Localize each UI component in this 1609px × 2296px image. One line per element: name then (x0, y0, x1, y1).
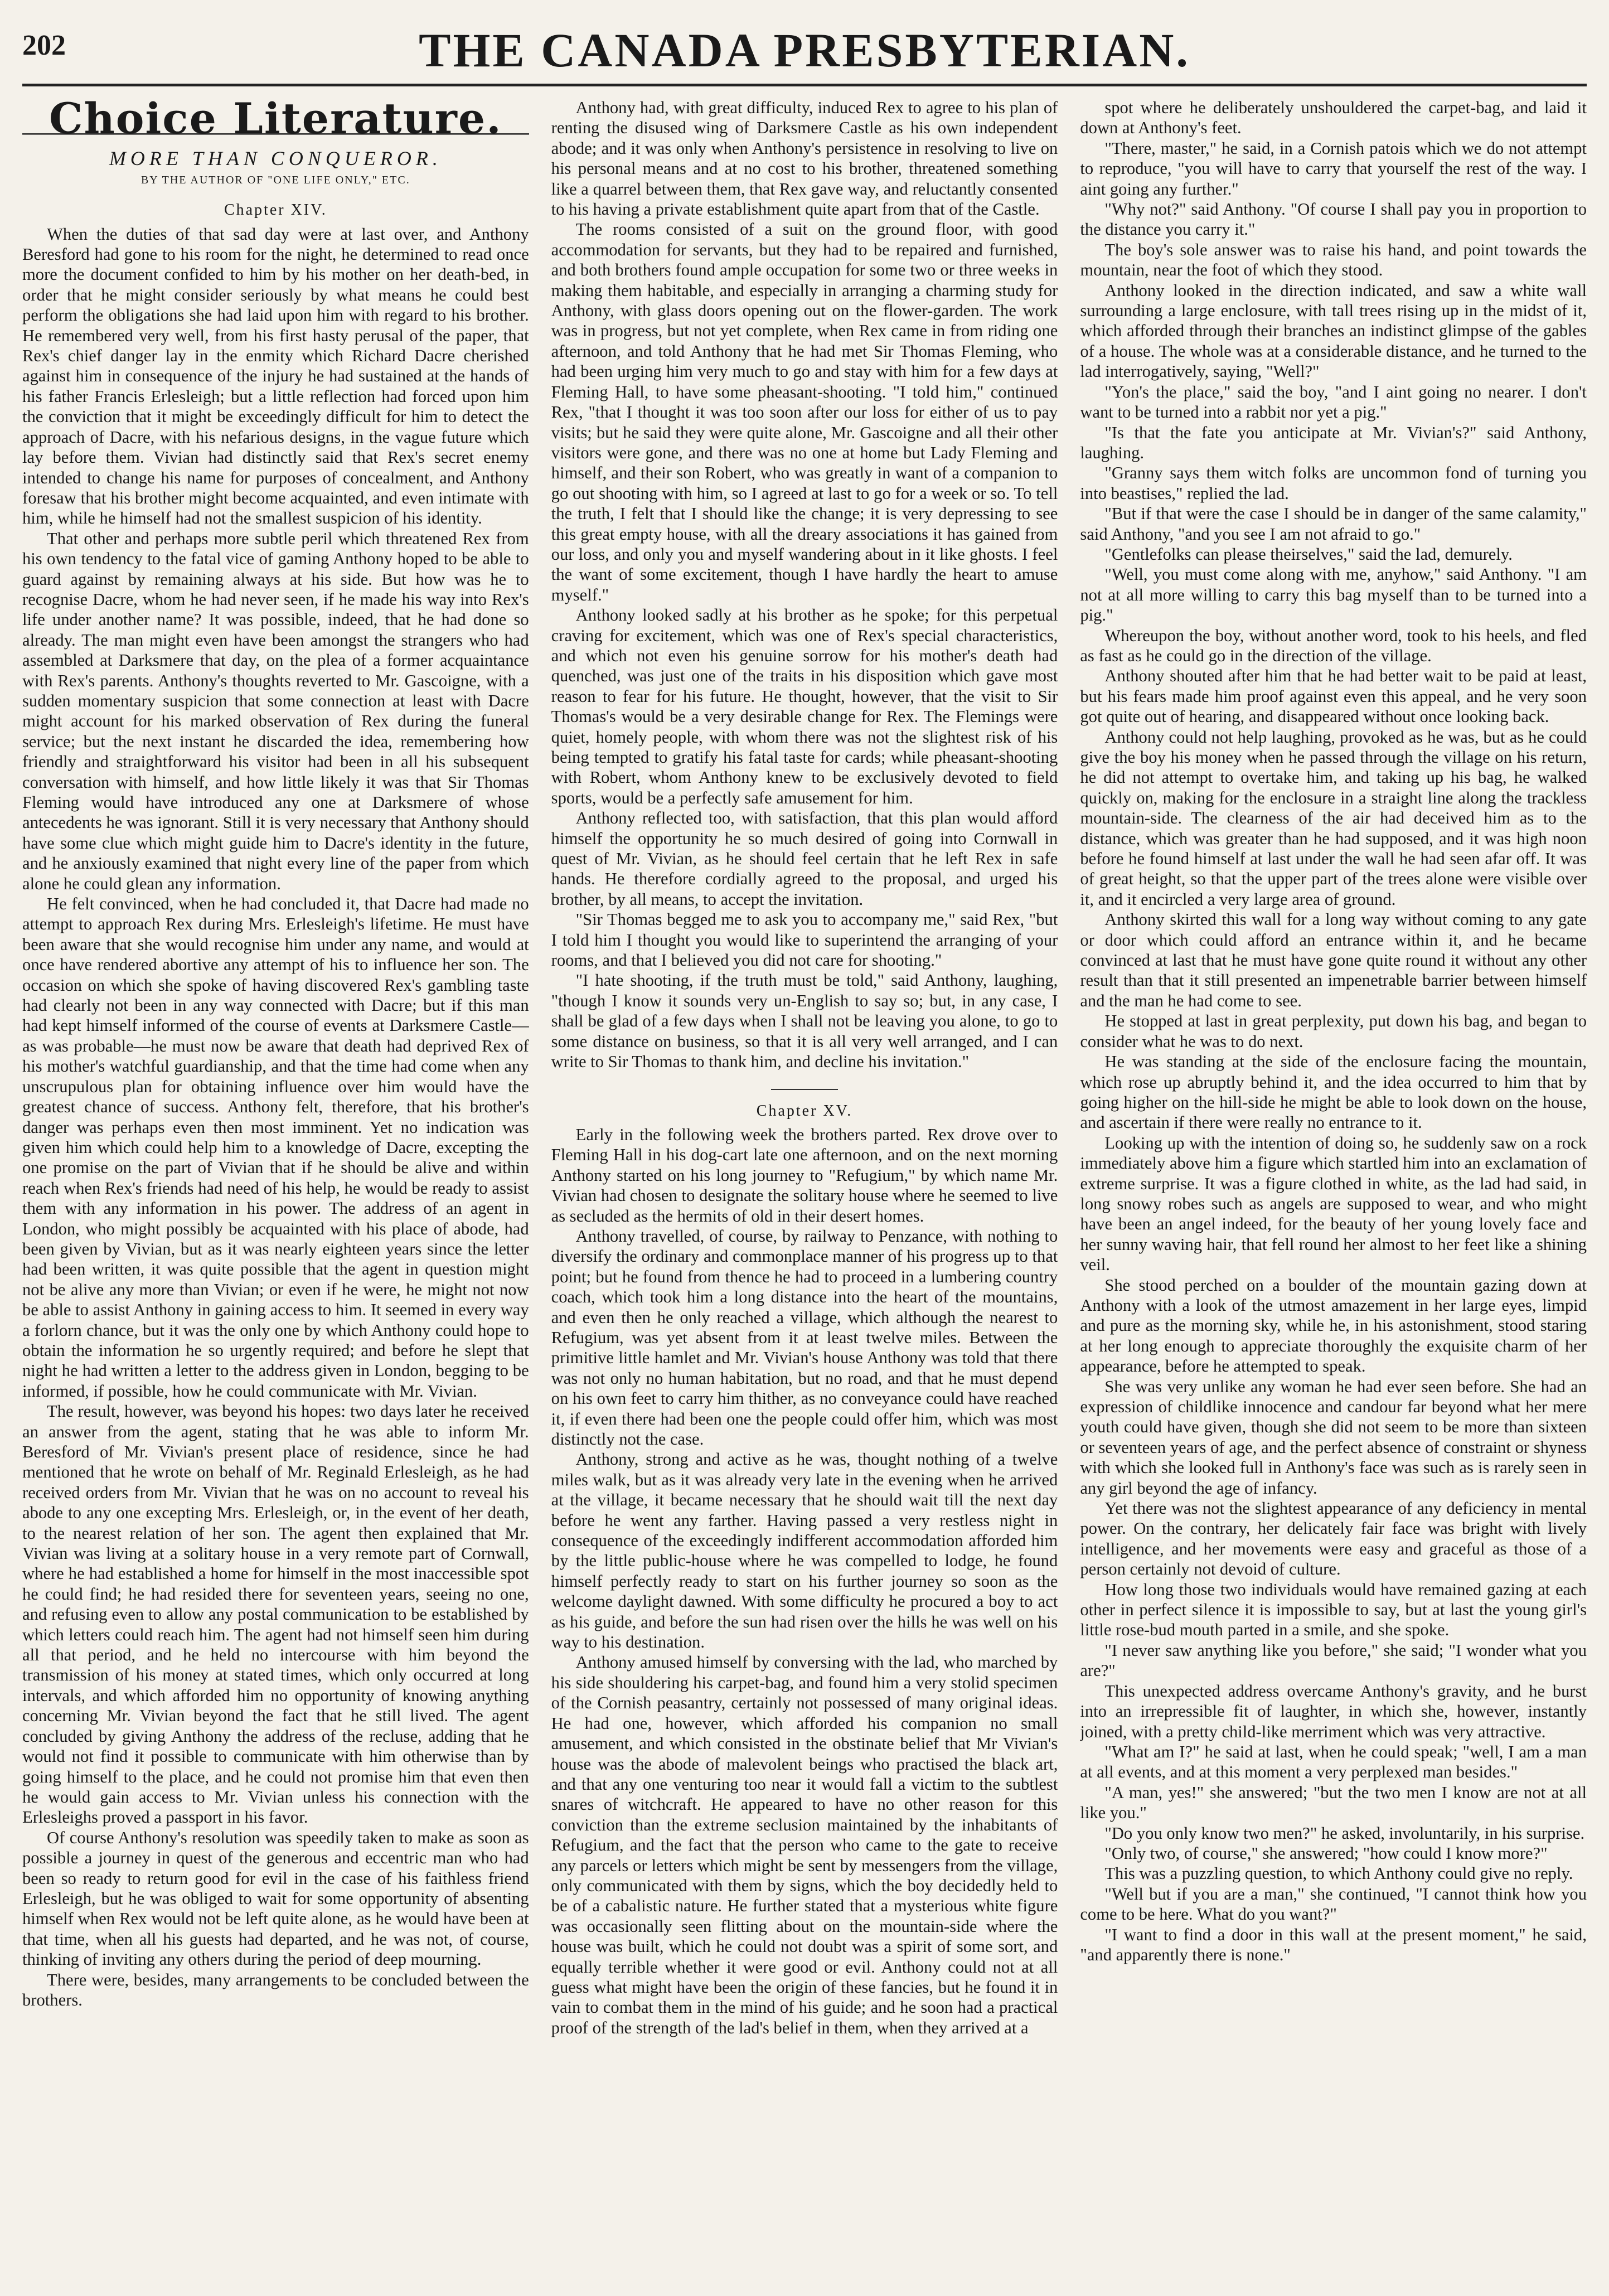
paragraph: "Well, you must come along with me, anyhow," said Anthony. "I am not at all more willing to carry this bag myself than to be turned into a pig." (1080, 565, 1587, 625)
paragraph: When the duties of that sad day were at last over, and Anthony Beresford had gone to his room for the night, he determined to read once more the document confided to him by his mother on her death-bed, in order that he might consider seriously by what means he could best perform the obligations she had laid upon him with regard to his brother. He remembered very well, from his first hasty perusal of the paper, that Rex's chief danger lay in the enmity which Richard Dacre cherished against him in consequence of the injury he had sustained at the hands of his father Francis Erlesleigh; but a little reflection had forced upon him the conviction that it might be exceedingly difficult for him to detect the approach of Dacre, with his nefarious designs, in the vague future which lay before them. Vivian had distinctly said that Rex's secret enemy intended to change his name for purposes of concealment, and Anthony foresaw that his brother might become acquainted, and even intimate with him, while he himself had not the smallest suspicion of his identity. (22, 224, 529, 528)
paragraph: "Why not?" said Anthony. "Of course I shall pay you in proportion to the distance you carry it." (1080, 200, 1587, 239)
paragraph: Yet there was not the slightest appearance of any deficiency in mental power. On the contrary, her delicately fair face was bright with lively intelligence, and her movements were easy and graceful as those of a person certainly not devoid of culture. (1080, 1499, 1587, 1579)
paragraph: "Granny says them witch folks are uncommon fond of turning you into beastises," replied the lad. (1080, 463, 1587, 503)
paragraph: That other and perhaps more subtle peril which threatened Rex from his own tendency to the fatal vice of gaming Anthony hoped to be able to guard against by remaining always at his side. But how was he to recognise Dacre, whom he had never seen, if he made his way into Rex's life under another name? It was possible, indeed, that he had done so already. The man might even have been amongst the strangers who had assembled at Darksmere that day, on the plea of a former acquaintance with Rex's parents. Anthony's thoughts reverted to Mr. Gascoigne, with a sudden momentary suspicion that some connection at least with Dacre might account for his marked observation of Rex during the funeral service; but the next instant he discarded the idea, remembering how friendly and straightforward his visitor had been in all his subsequent conversation with himself, and how little likely it was that Sir Thomas Fleming would have introduced any one at Darksmere of whose antecedents he was ignorant. Still it is very necessary that Anthony should have some clue which might guide him to Dacre's identity in the future, and he anxiously examined that night every line of the paper from which alone he could glean any information. (22, 529, 529, 893)
paragraph: Looking up with the intention of doing so, he suddenly saw on a rock immediately above him a figure which startled him into an exclamation of extreme surprise. It was a figure clothed in white, as the lad had said, in long snowy robes such as angels are supposed to wear, and who might have been an angel indeed, for the beauty of her young lovely face and her sunny waving hair, that fell round her almost to her feet like a shining veil. (1080, 1133, 1587, 1275)
section-title: Choice Literature. (22, 109, 529, 135)
column-1 (22, 98, 529, 2272)
paragraph: "I hate shooting, if the truth must be told," said Anthony, laughing, "though I know it sounds very un-English to say so; but, in any case, I shall be glad of a few days when I shall not be leaving you alone, to go to some distance on business, so that it is all very well arranged, and I can write to Sir Thomas to thank him, and decline his invitation." (551, 971, 1058, 1072)
paragraph: The result, however, was beyond his hopes: two days later he received an answer from the agent, stating that he was able to inform Mr. Beresford of Mr. Vivian's present place of residence, since he had mentioned that he wrote on behalf of Mr. Reginald Erlesleigh, as he had received orders from Mr. Vivian that he was on no account to reveal his abode to any one excepting Mrs. Erlesleigh, or, in the event of her death, to the nearest relation of her son. The agent then explained that Mr. Vivian was living at a solitary house in a very remote part of Cornwall, where he had established a home for himself in the most inaccessible spot he could find; he had resided there for seventeen years, seeing no one, and refusing even to allow any postal communication to be established by which letters could reach him. The agent had not himself seen him during all that period, and he held no intercourse with him beyond the transmission of his money at stated times, which only occurred at long intervals, and which afforded him no opportunity of knowing anything concerning Mr. Vivian beyond the fact that he still lived. The agent concluded by giving Anthony the address of the recluse, adding that he would not find it possible to communicate with him otherwise than by going himself to the place, and he could not promise him that even then he would gain access to Mr. Vivian unless his connection with the Erlesleighs proved a passport in his favor. (22, 1402, 529, 1827)
page-header (22, 22, 1587, 86)
paragraph: He felt convinced, when he had concluded it, that Dacre had made no attempt to approach Rex during Mrs. Erlesleigh's lifetime. He must have been aware that she would recognise him under any name, and would at once have rendered abortive any attempt of his to influence her son. The occasion on which she spoke of having discovered Rex's gambling taste had clearly not been in any way connected with Dacre; but if this man had kept himself informed of the course of events at Darksmere Castle—as was probable—he must now be aware that death had deprived Rex of his mother's watchful guardianship, and that the time had come when any unscrupulous plan for obtaining influence over him would have the greatest chance of success. Anthony felt, therefore, that his brother's danger was perhaps even then most imminent. Yet no indication was given him which could help him to a knowledge of Dacre, excepting the one promise on the part of Vivian that if he should be alive and within reach when Rex's friends had need of his help, he would be ready to assist them with any information in his power. The address of an agent in London, who might possibly be acquainted with his place of abode, had been given by Vivian, but as it was nearly eighteen years since the letter had been written, it was quite possible that the agent in question might not be alive any more than Vivian; or even if he were, he might not now be able to assist Anthony in gaining access to him. It seemed in every way a forlorn chance, but it was the only one by which Anthony could hope to obtain the information he so urgently required; and before he slept that night he had written a letter to the address given in London, begging to be informed, if possible, how he could communicate with Mr. Vivian. (22, 894, 529, 1401)
masthead-title: THE CANADA PRESBYTERIAN. (419, 23, 1190, 77)
paragraph: spot where he deliberately unshouldered the carpet-bag, and laid it down at Anthony's feet. (1080, 98, 1587, 138)
paragraph: "There, master," he said, in a Cornish patois which we do not attempt to reproduce, "you will have to carry that yourself the rest of the way. I aint going any further." (1080, 138, 1587, 198)
story-title: MORE THAN CONQUEROR. (109, 147, 442, 170)
paragraph: Anthony amused himself by conversing with the lad, who marched by his side shouldering his carpet-bag, and found him a very stolid specimen of the Cornish peasantry, certainly not possessed of many original ideas. He had one, however, which afforded his companion no small amusement, and which consisted in the obstinate belief that Mr Vivian's house was the abode of malevolent beings who practised the black art, and that any one venturing too near it would fall a victim to the subtlest snares of witchcraft. He appeared to have no other reason for this conviction than the extreme seclusion maintained by the inhabitants of Refugium, and the fact that the person who came to the gate to receive any parcels or letters which might be sent by messengers from the village, only communicated with them by signs, which the boy decidedly held to be of a cabalistic nature. He further stated that a mysterious white figure was occasionally seen flitting about on the mountain-side where the house was built, which he could not doubt was a spirit of some sort, and equally terrible whether it were good or evil. Anthony could not at all guess what might have been the origin of these fancies, but he found it in vain to combat them in the mind of his guide; and he soon had a practical proof of the strength of the lad's belief in them, when they arrived at a (551, 1653, 1058, 2037)
paragraph: The boy's sole answer was to raise his hand, and point towards the mountain, near the foot of which they stood. (1080, 240, 1587, 280)
paragraph: "What am I?" he said at last, when he could speak; "well, I am a man at all events, and at this moment a very perplexed man besides." (1080, 1742, 1587, 1782)
chapter-heading: Chapter XV. (756, 1102, 853, 1120)
paragraph: Anthony looked sadly at his brother as he spoke; for this perpetual craving for excitement, which was one of Rex's special characteristics, and which not even his genuine sorrow for his mother's death had quenched, was just one of the traits in his disposition which gave most reason to fear for his future. He thought, however, that the visit to Sir Thomas's would be a very desirable change for Rex. The Flemings were quiet, homely people, with whom there was not the slightest risk of his being tempted to gratify his fatal taste for cards; while pheasant-shooting with Robert, whom Anthony knew to be exclusively devoted to field sports, would be a perfectly safe amusement for him. (551, 606, 1058, 807)
paragraph: "Yon's the place," said the boy, "and I aint going no nearer. I don't want to be turned into a rabbit nor yet a pig." (1080, 382, 1587, 422)
paragraph: "Gentlefolks can please theirselves," said the lad, demurely. (1104, 544, 1513, 564)
paragraph: He was standing at the side of the enclosure facing the mountain, which rose up abruptly behind it, and the idea occurred to him that by going higher on the hill-side he might be able to look down on the house, and ascertain if there were really no entrance to it. (1080, 1052, 1587, 1132)
paragraph: Anthony had, with great difficulty, induced Rex to agree to his plan of renting the disused wing of Darksmere Castle as his own independent abode; and it was only when Anthony's persistence in resolving to live on his personal means and at no cost to his brother, threatened something like a quarrel between them, that Rex gave way, and reluctantly consented to his having a private establishment quite apart from that of the Castle. (551, 98, 1058, 219)
paragraph: "I want to find a door in this wall at the present moment," he said, "and apparently there is none." (1080, 1925, 1587, 1964)
paragraph: She stood perched on a boulder of the mountain gazing down at Anthony with a look of the utmost amazement in her large eyes, limpid and pure as the morning sky, while he, in his astonishment, stood staring at her long enough to appreciate thoroughly the exquisite charm of her appearance, before he attempted to speak. (1080, 1275, 1587, 1376)
paragraph: How long those two individuals would have remained gazing at each other in perfect silence it is impossible to say, but at last the young girl's little rose-bud mouth parted in a smile, and she spoke. (1080, 1580, 1587, 1640)
paragraph: Anthony could not help laughing, provoked as he was, but as he could give the boy his money when he passed through the village on his return, he did not attempt to overtake him, and taking up his bag, he walked quickly on, making for the enclosure in a straight line along the trackless mountain-side. The clearness of the air had deceived him as to the distance, which was greater than he had supposed, and it was high noon before he found himself at last under the wall he had seen afar off. It was of great height, so that the upper part of the trees alone were visible over it, and it encircled a very large area of ground. (1080, 727, 1587, 909)
column-3 (1080, 98, 1587, 2272)
story-byline: BY THE AUTHOR OF "ONE LIFE ONLY," ETC. (140, 173, 410, 186)
paragraph: This was a puzzling question, to which Anthony could give no reply. (1104, 1864, 1573, 1883)
paragraph: Anthony travelled, of course, by railway to Penzance, with nothing to diversify the ordinary and commonplace manner of his progress up to that point; but he found from thence he had to proceed in a lumbering country coach, which took him a long distance into the heart of the mountains, and even then he only reached a village, which although the nearest to Refugium, was yet absent from it at least twelve miles. Between the primitive little hamlet and Mr. Vivian's house Anthony was told that there was not only no human habitation, but no road, and that he must depend on his own feet to carry him thither, as no conveyance could have reached it, if even there had been one the people could offer him, which was most distinctly not the case. (551, 1226, 1058, 1449)
paragraph: Anthony skirted this wall for a long way without coming to any gate or door which could afford an entrance within it, and he became convinced at last that he must have gone quite round it without any other result than that it still presented an impenetrable barrier between himself and the man he had come to see. (1080, 910, 1587, 1010)
paragraph: Whereupon the boy, without another word, took to his heels, and fled as fast as he could go in the direction of the village. (1080, 626, 1587, 665)
article-columns (22, 98, 1587, 2272)
chapter-heading: Chapter XIV. (224, 201, 327, 219)
paragraph: There were, besides, many arrangements to be concluded between the brothers. (22, 1970, 529, 2009)
paragraph: "Is that the fate you anticipate at Mr. Vivian's?" said Anthony, laughing. (1080, 423, 1587, 462)
paragraph: Early in the following week the brothers parted. Rex drove over to Fleming Hall in his dog-cart late one afternoon, and on the next morning Anthony started on his long journey to "Refugium," by which name Mr. Vivian had chosen to designate the solitary house where he seemed to live as secluded as the hermits of old in their desert homes. (551, 1125, 1058, 1225)
paragraph: "Sir Thomas begged me to ask you to accompany me," said Rex, "but I told him I thought you would like to superintend the arranging of your rooms, and that I believed you did not care for shooting." (551, 910, 1058, 970)
paragraph: Anthony looked in the direction indicated, and saw a white wall surrounding a large enclosure, with tall trees rising up in the midst of it, which afforded through their branches an indistinct glimpse of the gables of a house. The whole was at a considerable distance, and he turned to the lad interrogatively, saying, "Well?" (1080, 280, 1587, 381)
paragraph: "I never saw anything like you before," she said; "I wonder what you are?" (1080, 1640, 1587, 1680)
paragraph: "But if that were the case I should be in danger of the same calamity," said Anthony, "and you see I am not afraid to go." (1080, 504, 1587, 544)
paragraph: This unexpected address overcame Anthony's gravity, and he burst into an irrepressible fit of laughter, in which she, however, instantly joined, with a pretty child-like merriment which was very attractive. (1080, 1681, 1587, 1741)
paragraph: "Well but if you are a man," she continued, "I cannot think how you come to be here. What do you want?" (1080, 1884, 1587, 1924)
paragraph: The rooms consisted of a suit on the ground floor, with good accommodation for servants, but they had to be repaired and furnished, and both brothers found ample occupation for some two or three weeks in making them habitable, and especially in arranging a charming study for Anthony, with glass doors opening out on the flower-garden. The work was in progress, but not yet complete, when Rex came in from riding one afternoon, and told Anthony that he had met Sir Thomas Fleming, who had been urging him very much to go and stay with him for a few days at Fleming Hall, to have some pheasant-shooting. "I told him," continued Rex, "that I thought it was too soon after our loss for either of us to pay visits; but he said they were quite alone, Mr. Gascoigne and all their other visitors were gone, and there was no one at home but Lady Fleming and himself, and their son Robert, who was greatly in want of a companion to go out shooting with him, so I agreed at last to go for a week or so. To tell the truth, I felt that I should like the change; it is very depressing to see this great empty house, with all the dreary associations it has gained from our loss, and only you and myself wandering about in it like ghosts. I feel the want of some excitement, though I have hardly the heart to amuse myself." (551, 220, 1058, 604)
paragraph: He stopped at last in great perplexity, put down his bag, and began to consider what he was to do next. (1080, 1011, 1587, 1051)
paragraph: Anthony reflected too, with satisfaction, that this plan would afford himself the opportunity he so much desired of going into Cornwall in quest of Mr. Vivian, as he should feel certain that he left Rex in safe hands. He therefore cordially agreed to the proposal, and urged his brother, by all means, to accept the invitation. (551, 808, 1058, 909)
paragraph: She was very unlike any woman he had ever seen before. She had an expression of childlike innocence and candour far beyond what her mere youth could have given, though she did not seem to be more than sixteen or seventeen years of age, and the perfect absence of constraint or shyness with which she looked full in Anthony's face was such as is rarely seen in any girl beyond the age of infancy. (1080, 1377, 1587, 1498)
paragraph: "Only two, of course," she answered; "how could I know more?" (1104, 1843, 1548, 1863)
column-2 (551, 98, 1058, 2272)
paragraph: Of course Anthony's resolution was speedily taken to make as soon as possible a journey in quest of the generous and eccentric man who had been so ready to return good for evil in the case of his faithless friend Erlesleigh, but he was obliged to wait for some opportunity of absenting himself when Rex would not be left quite alone, as he would have been at that time, when all his guests had departed, and he was not, of course, thinking of inviting any others during the period of deep mourning. (22, 1828, 529, 1969)
chapter-divider (771, 1089, 838, 1090)
page-number: 202 (22, 30, 66, 61)
paragraph: "A man, yes!" she answered; "but the two men I know are not at all like you." (1080, 1782, 1587, 1823)
paragraph: Anthony, strong and active as he was, thought nothing of a twelve miles walk, but as it was already very late in the evening when he arrived at the village, it became necessary that he should wait till the next day before he went any farther. Having passed a very restless night in consequence of the exceedingly indifferent accommodation afforded him by the little public-house where he was compelled to lodge, he found himself perfectly ready to start on his further journey so soon as the welcome daylight dawned. With some difficulty he procured a boy to act as his guide, and before the sun had risen over the hills he was well on his way to his destination. (551, 1450, 1058, 1652)
paragraph: "Do you only know two men?" he asked, involuntarily, in his surprise. (1104, 1823, 1585, 1843)
paragraph: Anthony shouted after him that he had better wait to be paid at least, but his fears made him proof against even this appeal, and he very soon got quite out of hearing, and disappeared without once looking back. (1080, 666, 1587, 726)
